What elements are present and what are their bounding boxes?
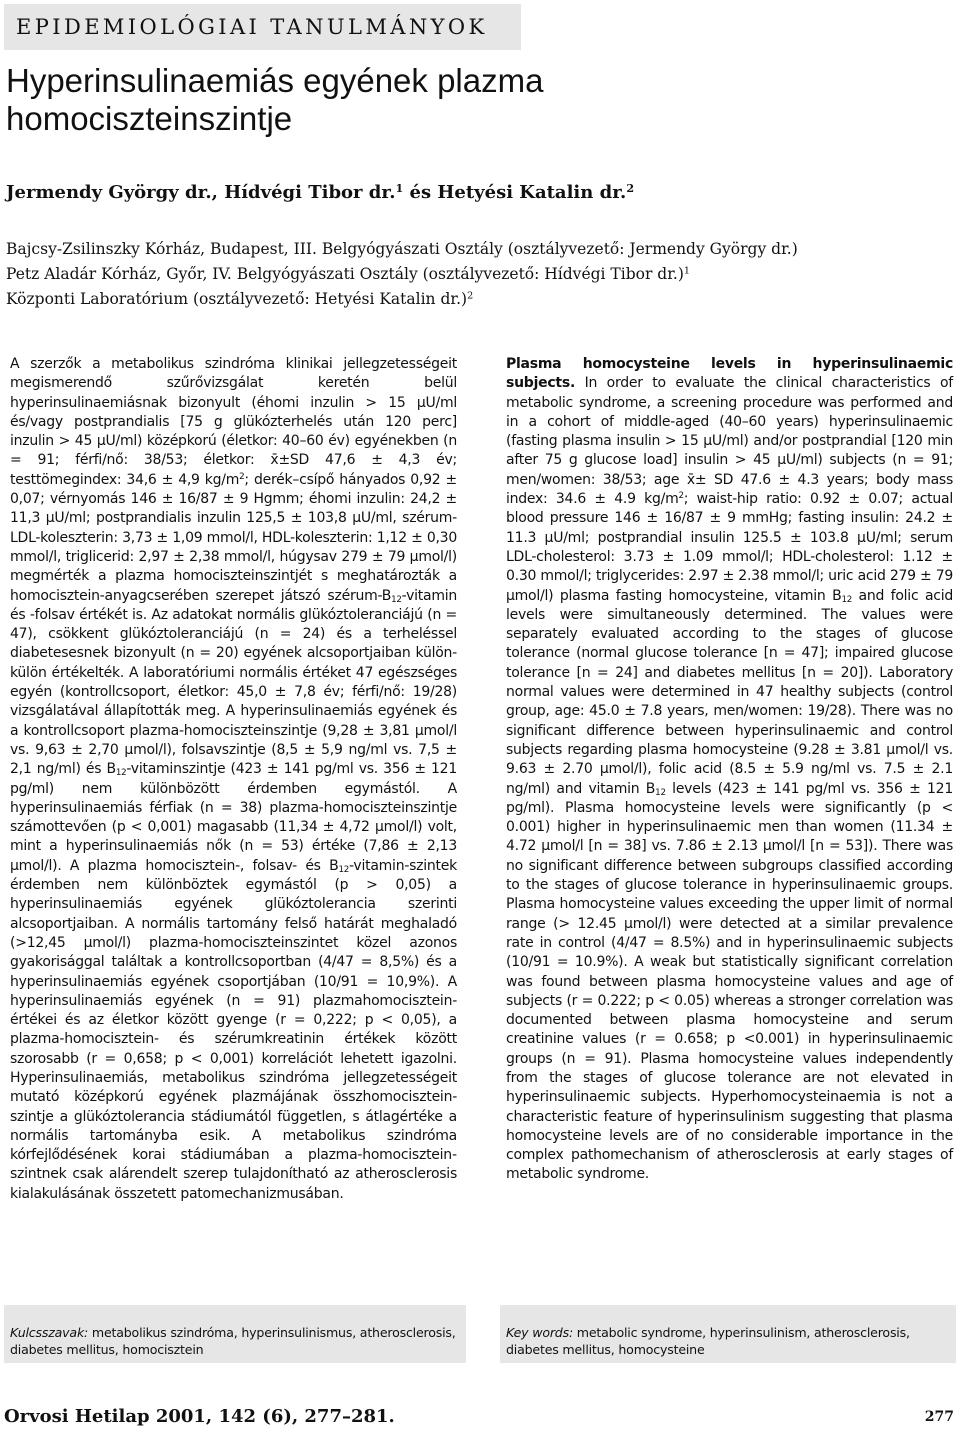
abstract-en-text: and folic acid levels were simultaneously determined. The values were separately evaluated according to the stages of glucose tolerance (normal glucose tolerance [n = 47]; impaired glucose tolerance [n = 24] and diabetes mellitus [n = 20]). Laboratory normal values were determined in 47 healthy subjects (control group, age: 45.0 ± 7.8 years, men/women: 19/28). There was no significant difference between hyperinsulinaemic and control subjects regarding plasma homocysteine (9.28 ± 3.81 μmol/l vs. 9.63 ± 2.70 μmol/l), folic acid (8.5 ± 5.9 ng/ml vs. 7.5 ± 2.1 ng/ml) and vitamin B xyxy=(506,587,953,797)
subscript: 12 xyxy=(655,787,666,798)
abstract-hu-text: -vitaminszintje (423 ± 141 pg/ml vs. 356 ± 121 pg/ml) nem különbözött érdemben egymástól. A hyperinsulinaemiás férfiak (n = 38) plazma-homociszteinszintje számottevően (p < 0,001) magasabb (11,34 ± 4,72 μmol/l) volt, mint a hyperinsulinaemiás nők (n = 53) értéke (7,86 ± 2,13 μmol/l). A plazma homocisztein-, folsav- és B xyxy=(10,761,457,874)
keywords-text: metabolic syndrome, hyperinsulinism, atherosclerosis, diabetes mellitus, homocysteine xyxy=(506,1325,910,1357)
abstract-hu-text: -vitamin és -folsav értékét is. Az adatokat normális glükóztoleranciájú (n = 47), csökkent glükóztoleranciájú (n = 24) és a terheléssel diabetesesnek bizonyult (n = 20) egyének alcsoportjaiban külön-külön értékelték. A laboratóriumi normális értéket 47 egészséges egyén (kontrollcsoport, életkor: 45,0 ± 7,8 év; férfi/nő: 19/28) vizsgálatával állapították meg. A hyperinsulinaemiás egyének és a kontrollcsoport plazma-homociszteinszintje (9,28 ± 3,81 μmol/l vs. 9,63 ± 2,70 μmol/l), folsavszintje (8,5 ± 5,9 ng/ml vs. 7,5 ± 2,1 ng/ml) és B xyxy=(10,587,457,778)
author-affiliation-mark-1: 1 xyxy=(395,181,404,195)
abstract-en-text: levels (423 ± 141 pg/ml vs. 356 ± 121 pg/ml). Plasma homocysteine levels were significantly (p < 0.001) higher in hyperinsulinaemic men than women (11.34 ± 4.72 μmol/l [n = 38] vs. 7.86 ± 2.13 μmol/l [n = 53]). There was no significant difference between subgroups classified according to the stages of glucose tolerance in hyperinsulinaemic groups. Plasma homocysteine values exceeding the upper limit of normal range (> 12.45 μmol/l) were detected at a similar prevalence rate in control (4/47 = 8.5%) and in hyperinsulinaemic subjects (10/91 = 10.9%). A weak but statistically significant correlation was found between plasma homocysteine values and age of subjects (r = 0.222; p < 0.05) whereas a stronger correlation was documented between plasma homocysteine and serum creatinine values (r = 0.658; p <0.001) in hyperinsulinaemic groups (n = 91). Plasma homocysteine values independently from the stages of glucose tolerance are not elevated in hyperinsulinaemic subjects. Hyperhomocysteinaemia is not a characteristic feature of hyperinsulinism suggesting that plasma homocysteine levels are of no considerable importance in the complex pathomechanism of atherosclerosis at early stages of metabolic syndrome. xyxy=(506,780,953,1183)
authors-part-1: Jermendy György dr., Hídvégi Tibor dr. xyxy=(6,182,396,203)
abstract-hungarian xyxy=(10,355,457,1204)
superscript: 2 xyxy=(678,491,684,502)
abstract-hu-text: ; derék–csípő hányados 0,92 ± 0,07; vérnyomás 146 ± 16/87 ± 9 Hgmm; éhomi inzulin: 24,2 ± 11,3 μU/ml; postprandialis inzulin 125,5 ± 103,8 μU/ml, szérum-LDL-koleszterin: 3,73 ± 1,09 mmol/l, HDL-koleszterin: 1,12 ± 0,30 mmol/l, triglicerid: 2,97 ± 2,38 mmol/l, húgysav 279 ± 79 μmol/l) megmérték a plazma homociszteinszintjét s meghatározták a homocisztein-anyagcserében szerepet játszó szérum-B xyxy=(10,471,457,604)
abstract-english xyxy=(506,355,953,1185)
article-title xyxy=(6,62,906,138)
affiliations xyxy=(6,237,946,312)
subscript: 12 xyxy=(841,594,852,605)
affiliation-mark: 2 xyxy=(467,290,474,302)
section-heading: EPIDEMIOLÓGIAI TANULMÁNYOK xyxy=(4,4,521,50)
abstract-en-text: ; waist-hip ratio: 0.92 ± 0.07; actual blood pressure 146 ± 16/87 ± 9 mmHg; fasting insulin: 24.2 ± 11.3 μU/ml; postprandial insulin 125.5 ± 103.8 μU/ml; serum LDL-cholesterol: 3.73 ± 1.09 mmol/l; HDL-cholesterol: 1.12 ± 0.30 mmol/l; triglycerides: 2.97 ± 2.38 mmol/l; uric acid 279 ± 79 μmol/l) plasma fasting homocysteine, vitamin B xyxy=(506,491,954,604)
abstract-hu-text: A szerzők a metabolikus szindróma klinikai jellegzetességeit megismerendő szűrővizsgálat keretén belül hyperinsulinaemiásnak bizonyult (éhomi inzulin > 15 μU/ml és/vagy postprandialis [75 g glükózterhelés után 120 perc] inzulin > 45 μU/ml) középkorú (életkor: 40–60 év) egyénekben (n = 91; férfi/nő: 38/53; életkor: x̄±SD 47,6 ± 4,3 év; testtömegindex: 34,6 ± 4,9 kg/m xyxy=(10,356,457,488)
abstract-en-lead-title: Plasma homocysteine levels in hyperinsulinaemic subjects. xyxy=(506,356,953,392)
affiliation-mark: 1 xyxy=(683,265,691,277)
affiliation-text: Központi Laboratórium (osztályvezető: Hetyési Katalin dr.) xyxy=(6,290,468,308)
keywords-label: Key words: xyxy=(506,1325,573,1340)
keywords-hungarian xyxy=(4,1305,466,1363)
page-number: 277 xyxy=(924,1409,954,1425)
affiliation-text: Bajcsy-Zsilinszky Kórház, Budapest, III. Belgyógyászati Osztály (osztályvezető: Jermendy György dr.) xyxy=(6,240,798,258)
article-title-line-1: Hyperinsulinaemiás egyének plazma xyxy=(6,62,544,99)
abstract-hu-text: -vitamin-szintek érdemben nem különböztek egymástól (p > 0,05) a hyperinsulinaemiás egyének glükóztolerancia szerinti alcsoportjaiban. A normális tartomány felső határát meghaladó (>12,45 μmol/l) plazma-homociszteinszintet közel azonos gyakorisággal találtak a kontrollcsoportban (4/47 = 8,5%) és a hyperinsulinaemiás egyének csoportjában (10/91 = 10,9%). A hyperinsulinaemiás egyének (n = 91) plazmahomocisztein-értékei és az életkor között gyenge (r = 0,222; p < 0,05), a plazma-homocisztein- és szérumkreatinin értékek között szorosabb (r = 0,658; p < 0,001) korrelációt lehetett igazolni. Hyperinsulinaemiás, metabolikus szindróma jellegzetességeit mutató középkorú egyének plazmájának összhomocisztein-szintje a glükóztolerancia stádiumától független, s átlagértéke a normális tartományba esik. A metabolikus szindróma kórfejlődésének korai stádiumában a plazma-homociszteinszintnek csak alárendelt szerep tulajdonítható az atherosclerosis kialakulásának összetett patomechanizmusában. xyxy=(10,857,457,1202)
subscript: 12 xyxy=(115,768,127,779)
keywords-label: Kulcsszavak: xyxy=(10,1325,89,1340)
keywords-text: metabolikus szindróma, hyperinsulinismus, atherosclerosis, diabetes mellitus, homocisztein xyxy=(10,1325,456,1357)
affiliation-line xyxy=(6,287,946,312)
author-list xyxy=(6,180,634,206)
keywords-english xyxy=(500,1305,956,1363)
affiliation-line xyxy=(6,262,946,287)
affiliation-text: Petz Aladár Kórház, Győr, IV. Belgyógyászati Osztály (osztályvezető: Hídvégi Tibor dr.) xyxy=(6,265,684,283)
abstract-en-text: In order to evaluate the clinical characteristics of metabolic syndrome, a screening procedure was performed and in a cohort of middle-aged (40–60 years) hyperinsulinaemic (fasting plasma insulin > 15 μU/ml) and/or postprandial [120 min after 75 g glucose load] insulin > 45 μU/ml) subjects (n = 91; men/women: 38/53; age x̄± SD 47.6 ± 4.3 years; body mass index: 34.6 ± 4.9 kg/m xyxy=(506,375,953,508)
author-affiliation-mark-2: 2 xyxy=(626,181,635,195)
superscript: 2 xyxy=(239,472,245,483)
subscript: 12 xyxy=(338,864,349,875)
journal-citation: Orvosi Hetilap 2001, 142 (6), 277–281. xyxy=(4,1406,395,1427)
subscript: 12 xyxy=(391,594,402,605)
article-title-line-2: homociszteinszintje xyxy=(6,100,293,137)
affiliation-line xyxy=(6,237,946,262)
authors-part-2: és Hetyési Katalin dr. xyxy=(403,182,627,203)
